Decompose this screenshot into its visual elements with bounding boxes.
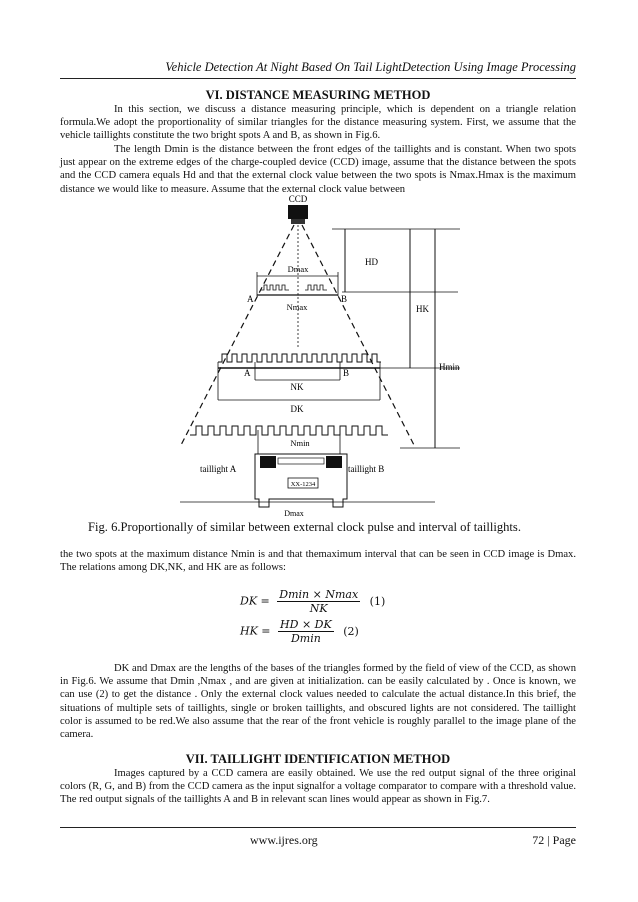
taillight-a-label: taillight A [200,464,237,474]
section-6-title: VI. DISTANCE MEASURING METHOD [205,88,431,102]
equation-1: DK = $\frac{Dmin \times Nmax}{NK}$ (1) [240,588,386,615]
a-top-label: A [247,294,254,304]
nk-label: NK [290,382,304,392]
clock-pulse-middle [218,354,381,362]
b-top-label: B [341,294,348,304]
dk-label: DK [290,404,304,414]
section-6-paragraph-1: In this section, we discuss a distance measuring principle, which is dependent on a triangle relation formula.We adopt the proportionality of similar triangles for the distance measuring system. First, we assume that the vehicle taillights constitute the two bright spots A and B, as shown in Fig.6. [60,104,576,142]
nmin-label: Nmin [290,438,310,448]
nmax-label: Nmax [286,302,308,312]
figure-6-caption: Fig. 6.Proportionally of similar between external clock pulse and interval of taillights. [88,520,521,534]
section-7-paragraph-1: Images captured by a CCD camera are easily obtained. We use the red output signal of the three original colors (R, G, and B) from the CCD camera as the input signalfor a voltage comparator to compare with a threshold value. The red output signals of the taillights A and B in relevant scan lines would appear as shown in Fig.7. [60,768,576,806]
running-head: Vehicle Detection At Night Based On Tail LightDetection Using Image Processing [165,60,576,74]
clock-pulse-top [260,285,327,290]
hd-label: HD [365,257,378,267]
section-6-paragraph-3: DK and Dmax are the lengths of the bases of the triangles formed by the field of view of the CCD, as shown in Fig.6. We assume that Dmin ,Nmax , and are given at initialization. can be easily calculated by . Once is known, we can use (2) to get the distance . Only the external clock values needed to calculate the actual distance.In this brief, the situations of multiple sets of taillights, single or broken taillights, and obscured lights are not considered. The taillight color is assumed to be red.We also assume that the rear of the front vehicle is roughly parallel to the image plane of the camera. [60,663,576,741]
ccd-camera-icon [288,205,308,219]
dmax-top-label: Dmax [287,264,309,274]
dmax-bottom-label: Dmax [284,509,304,518]
footer-url: www.ijres.org [250,833,318,847]
fov-left-line [180,225,294,447]
section-6-paragraph-2: The length Dmin is the distance between the front edges of the taillights and is constant. When two spots just appear on the extreme edges of the charge-coupled device (CCD) image, assume that the distance between the spots and the CCD camera equals Hd and that the external clock value between the two spots is Nmax.Hmax is the maximum distance we would like to measure. Assume that the external clock value between [60,144,576,195]
clock-pulse-bottom [190,426,388,435]
a-mid-label: A [244,368,251,378]
fov-right-line [302,225,415,447]
footer-rule [60,827,576,828]
taillight-b-label: taillight B [348,464,385,474]
footer-page-number: 72 | Page [532,833,576,847]
b-mid-label: B [343,368,350,378]
plate-label: XX-1234 [290,481,316,488]
section-7-title: VII. TAILLIGHT IDENTIFICATION METHOD [185,752,451,766]
hmin-label: Hmin [439,362,460,372]
equation-2: HK = $\frac{HD \times DK}{Dmin}$ (2) [240,618,359,645]
header-rule [60,78,576,79]
after-figure-paragraph: the two spots at the maximum distance Nmin is and that themaximum interval that can be seen in CCD image is Dmax. The relations among DK,NK, and HK are as follows: [60,549,576,574]
figure-6-diagram [160,192,520,520]
ccd-label: CCD [288,194,308,204]
hk-label: HK [416,304,429,314]
